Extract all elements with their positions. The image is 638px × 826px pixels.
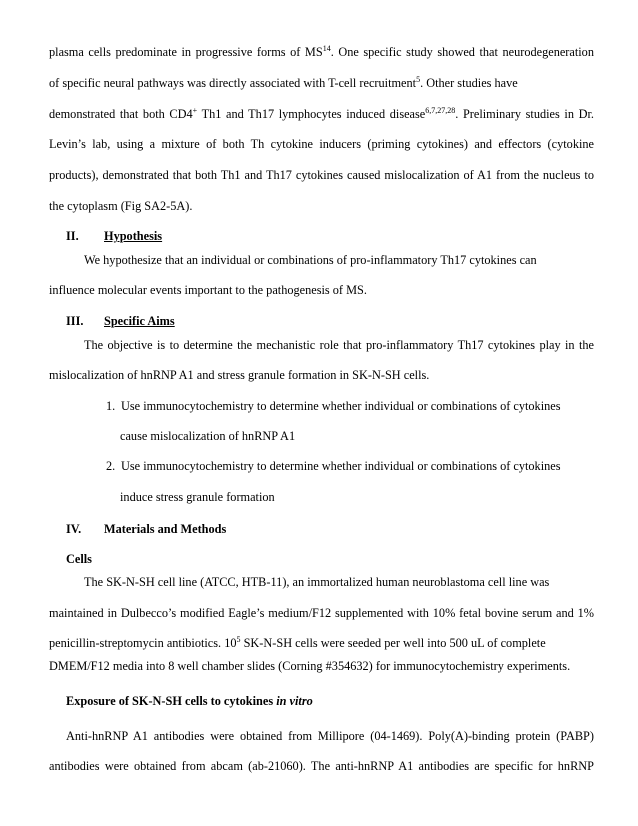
hypothesis-line2: influence molecular events important to the pathogenesis of MS. xyxy=(49,283,367,297)
cells-line1: The SK-N-SH cell line (ATCC, HTB-11), an immortalized human neuroblastoma cell line was xyxy=(84,575,550,589)
cells-line4: DMEM/F12 media into 8 well chamber slides (Corning #354632) for immunocytochemistry experiments. xyxy=(49,659,571,673)
hypothesis-line1: We hypothesize that an individual or combinations of pro-inflammatory Th17 cytokines can xyxy=(84,253,537,267)
aim-item-2: 2. Use immunocytochemistry to determine whether individual or combinations of cytokines xyxy=(106,459,561,473)
para1-line2: of specific neural pathways was directly associated with T-cell recruitment$^5$. Other studies have xyxy=(49,74,518,90)
exposure-line1: Anti-hnRNP A1 antibodies were obtained from Millipore (04-1469). Poly(A)-binding protein (PABP) xyxy=(66,729,594,743)
para1-line4: Levin’s lab, using a mixture of both Th cytokine inducers (priming cytokines) and effectors (cytokine xyxy=(49,137,594,151)
para1-line3: demonstrated that both CD4+ Th1 and Th17 lymphocytes induced disease$^{6,7,27,28}$. Preliminary studies in Dr. xyxy=(49,105,594,121)
para1-line1: plasma cells predominate in progressive forms of MS$^{14}$. One specific study showed that neurodegeneration xyxy=(49,43,594,59)
section-heading-specific-aims: III. Specific Aims xyxy=(66,314,175,328)
aim-item-1-cont: cause mislocalization of hnRNP A1 xyxy=(120,429,296,443)
para1-line5: products), demonstrated that both Th1 and Th17 cytokines caused mislocalization of A1 from the nucleus to xyxy=(49,168,594,182)
section-heading-materials-methods: IV. Materials and Methods xyxy=(66,522,227,536)
subheading-exposure: Exposure of SK-N-SH cells to cytokines in vitro xyxy=(66,694,313,708)
aim-item-1: 1. Use immunocytochemistry to determine whether individual or combinations of cytokines xyxy=(106,399,561,413)
para1-line6: the cytoplasm (Fig SA2-5A). xyxy=(49,199,193,213)
cells-line2: maintained in Dulbecco’s modified Eagle’s medium/F12 supplemented with 10% fetal bovine serum and 1% xyxy=(49,606,594,620)
aim-item-2-cont: induce stress granule formation xyxy=(120,490,275,504)
exposure-line2: antibodies were obtained from abcam (ab-21060). The anti-hnRNP A1 antibodies are specific for hnRNP xyxy=(49,759,594,773)
aims-intro-line1: The objective is to determine the mechanistic role that pro-inflammatory Th17 cytokines play in the xyxy=(84,338,594,352)
cells-line3: penicillin-streptomycin antibiotics. $10^5$ SK-N-SH cells were seeded per well into 500 uL of complete xyxy=(49,634,546,650)
section-heading-hypothesis: II. Hypothesis xyxy=(66,229,163,243)
subheading-cells: Cells xyxy=(66,552,92,566)
aims-intro-line2: mislocalization of hnRNP A1 and stress granule formation in SK-N-SH cells. xyxy=(49,368,430,382)
